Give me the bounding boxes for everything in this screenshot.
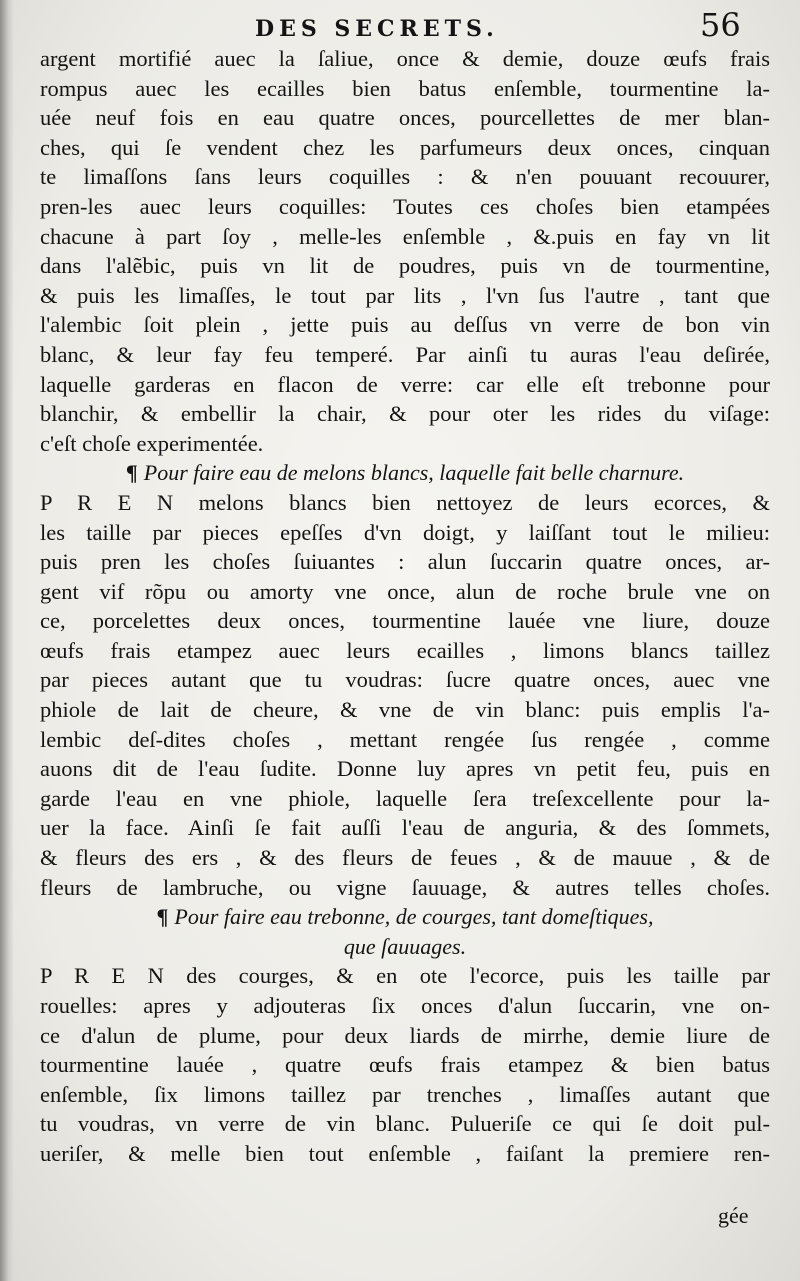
text-line: tourmentine lauée , quatre œufs frais etampez & bien batus bbox=[40, 1052, 770, 1078]
page-number: 56 bbox=[700, 6, 741, 44]
text-line: fleurs de lambruche, ou vigne ſauuage, & autres telles choſes. bbox=[40, 874, 770, 900]
text-line: P R E N des courges, & en ote l'ecorce, puis les taille par bbox=[40, 963, 770, 989]
text-line: œufs frais etampez auec leurs ecailles , limons blancs taillez bbox=[40, 637, 770, 663]
text-line: tu voudras, vn verre de vin blanc. Pulueriſe ce qui ſe doit pul- bbox=[40, 1111, 770, 1137]
text-line: blanchir, & embellir la chair, & pour oter les rides du viſage: bbox=[40, 401, 770, 427]
text-line: P R E N melons blancs bien nettoyez de leurs ecorces, & bbox=[40, 489, 770, 515]
section-heading bbox=[40, 902, 770, 932]
pilcrow-mark: ¶ bbox=[156, 904, 169, 930]
section-heading-continued: que ſauuages. bbox=[343, 933, 467, 959]
text-line: & fleurs des ers , & des fleurs de feues , & de mauue , & de bbox=[40, 845, 770, 871]
text-line: puis pren les choſes ſuiuantes : alun ſuccarin quatre onces, ar- bbox=[40, 549, 770, 575]
text-line: les taille par pieces epeſſes d'vn doigt, y laiſſant tout le milieu: bbox=[40, 519, 770, 545]
text-line: ce, porcelettes deux onces, tourmentine lauée vne liure, douze bbox=[40, 608, 770, 634]
text-line: c'eſt choſe experimentée. bbox=[40, 430, 264, 456]
text-line: phiole de lait de cheure, & vne de vin blanc: puis emplis l'a- bbox=[40, 697, 770, 723]
heading-text: Pour faire eau de melons blancs, laquelle fait belle charnure. bbox=[143, 460, 685, 486]
text-line: te limaſſons ſans leurs coquilles : & n'en pouuant recouurer, bbox=[40, 164, 770, 190]
text-line: rouelles: apres y adjouteras ſix onces d'alun ſuccarin, vne on- bbox=[40, 993, 770, 1018]
running-title: DES SECRETS. bbox=[255, 16, 499, 42]
section-heading bbox=[40, 458, 770, 488]
text-line: garde l'eau en vne phiole, laquelle ſera treſexcellente pour la- bbox=[40, 785, 770, 811]
pilcrow-mark: ¶ bbox=[125, 460, 138, 486]
text-line: par pieces autant que tu voudras: ſucre quatre onces, auec vne bbox=[40, 667, 770, 693]
text-line: gent vif rõpu ou amorty vne once, alun de roche brule vne on bbox=[40, 578, 770, 604]
heading-text: Pour faire eau trebonne, de courges, tant domeſtiques, bbox=[174, 904, 654, 930]
page-edge-shadow bbox=[0, 0, 14, 1281]
text-line: laquelle garderas en flacon de verre: car elle eſt trebonne pour bbox=[40, 371, 770, 397]
text-line: chacune à part ſoy , melle-les enſemble , &.puis en fay vn lit bbox=[40, 223, 770, 249]
text-line: argent mortifié auec la ſaliue, once & demie, douze œufs frais bbox=[40, 46, 770, 71]
catchword: gée bbox=[718, 1203, 749, 1228]
text-line: ce d'alun de plume, pour deux liards de mirrhe, demie liure de bbox=[40, 1022, 770, 1048]
text-line: ches, qui ſe vendent chez les parfumeurs deux onces, cinquan bbox=[40, 134, 770, 160]
text-line: ueriſer, & melle bien tout enſemble , faiſant la premiere ren- bbox=[40, 1140, 770, 1166]
text-line: lembic deſ-dites choſes , mettant rengée ſus rengée , comme bbox=[40, 726, 770, 752]
text-line: uée neuf fois en eau quatre onces, pourcellettes de mer blan- bbox=[40, 105, 770, 131]
text-line: auons dit de l'eau ſudite. Donne luy apres vn petit feu, puis en bbox=[40, 756, 770, 782]
text-line: rompus auec les ecailles bien batus enſemble, tourmentine la- bbox=[40, 75, 770, 101]
text-line: dans l'alẽbic, puis vn lit de poudres, puis vn de tourmentine, bbox=[40, 253, 770, 279]
text-line: uer la face. Ainſi ſe fait auſſi l'eau de anguria, & des ſommets, bbox=[40, 815, 770, 841]
body-text bbox=[40, 44, 770, 1169]
text-line: l'alembic ſoit plein , jette puis au deſſus vn verre de bon vin bbox=[40, 312, 770, 338]
text-line: & puis les limaſſes, le tout par lits , l'vn ſus l'autre , tant que bbox=[40, 282, 770, 308]
page-header bbox=[0, 6, 800, 46]
text-line: pren-les auec leurs coquilles: Toutes ces choſes bien etampées bbox=[40, 193, 770, 219]
text-line: blanc, & leur fay feu temperé. Par ainſi tu auras l'eau deſirée, bbox=[40, 341, 770, 367]
text-line: enſemble, ſix limons taillez par trenches , limaſſes autant que bbox=[40, 1081, 770, 1107]
